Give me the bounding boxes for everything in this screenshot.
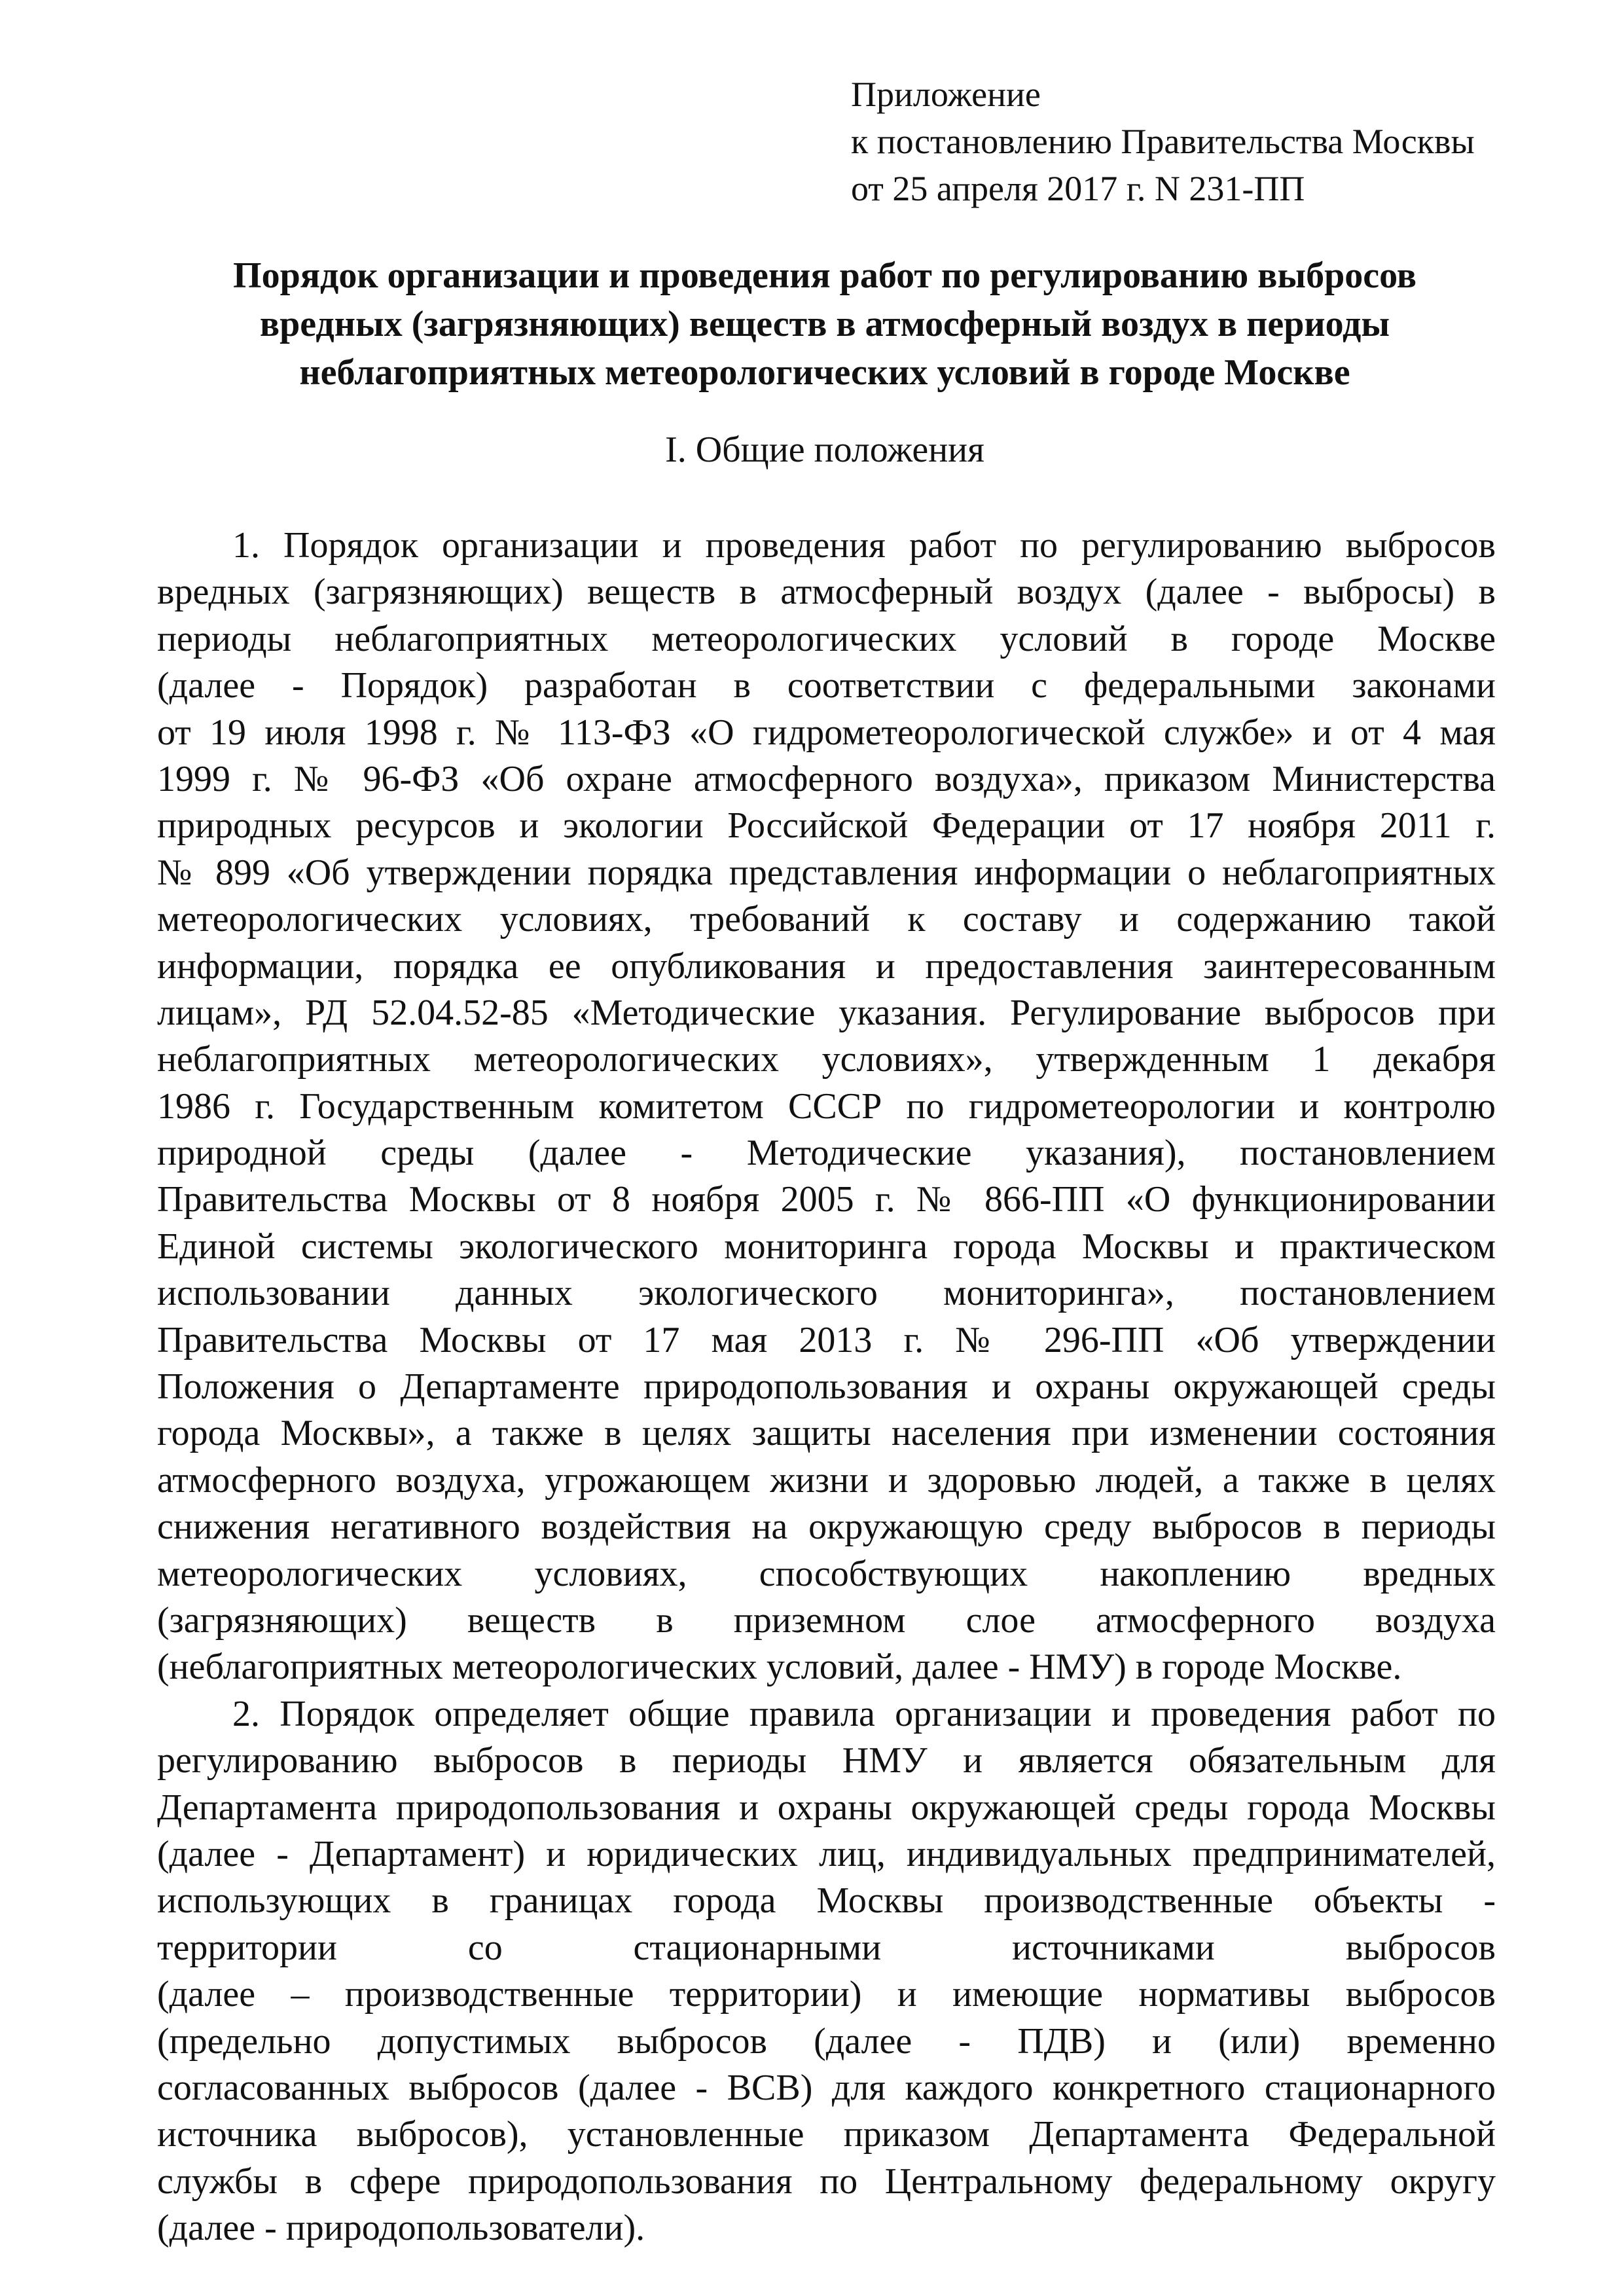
paragraph-1 <box>157 522 1496 1691</box>
paragraph-line: Департамента природопользования и охраны окружающей среды города Москвы <box>157 1787 1496 1828</box>
paragraph-2 <box>157 1691 1496 2252</box>
paragraph-line: (далее - Департамент) и юридических лиц, индивидуальных предпринимателей, <box>157 1833 1496 1874</box>
paragraph-line: информации, порядка ее опубликования и предоставления заинтересованным <box>157 945 1496 987</box>
paragraph-line: атмосферного воздуха, угрожающем жизни и здоровью людей, а также в целях <box>157 1459 1496 1501</box>
paragraph-line: Правительства Москвы от 8 ноября 2005 г. № 866-ПП «О функционировании <box>157 1179 1496 1220</box>
paragraph-line: Правительства Москвы от 17 мая 2013 г. № 296-ПП «Об утверждении <box>157 1319 1496 1360</box>
paragraph-line: неблагоприятных метеорологических условиях», утвержденным 1 декабря <box>157 1039 1496 1080</box>
appendix-reference: к постановлению Правительства Москвы <box>851 122 1475 161</box>
paragraph-line: использовании данных экологического мониторинга», постановлением <box>157 1273 1496 1314</box>
section-heading: I. Общие положения <box>665 429 984 470</box>
document-title-line: неблагоприятных метеорологических условий в городе Москве <box>299 352 1350 393</box>
paragraph-line: 1999 г. № 96-ФЗ «Об охране атмосферного воздуха», приказом Министерства <box>157 758 1496 799</box>
appendix-date-number: от 25 апреля 2017 г. N 231-ПП <box>851 169 1305 208</box>
document-title-line: вредных (загрязняющих) веществ в атмосферный воздух в периоды <box>259 304 1390 344</box>
appendix-label: Приложение <box>851 75 1041 114</box>
paragraph-line: (далее - Порядок) разработан в соответствии с федеральными законами <box>157 665 1496 706</box>
paragraph-line: территории со стационарными источниками выбросов <box>157 1927 1496 1968</box>
paragraph-line: от 19 июля 1998 г. № 113-ФЗ «О гидрометеорологической службе» и от 4 мая <box>157 712 1496 753</box>
paragraph-line: № 899 «Об утверждении порядка представления информации о неблагоприятных <box>157 852 1496 893</box>
paragraph-line: (предельно допустимых выбросов (далее - ПДВ) и (или) временно <box>157 2020 1496 2062</box>
paragraph-line: 1. Порядок организации и проведения работ по регулированию выбросов <box>232 525 1496 566</box>
paragraph-line: согласованных выбросов (далее - ВСВ) для каждого конкретного стационарного <box>157 2067 1496 2108</box>
paragraph-line: лицам», РД 52.04.52-85 «Методические указания. Регулирование выбросов при <box>157 992 1496 1033</box>
body-text <box>157 522 1496 2251</box>
paragraph-line: города Москвы», а также в целях защиты населения при изменении состояния <box>157 1413 1496 1454</box>
document-title-line: Порядок организации и проведения работ по регулированию выбросов <box>233 255 1416 296</box>
paragraph-line: (далее - природопользователи). <box>157 2208 645 2249</box>
paragraph-line: источника выбросов), установленные приказом Департамента Федеральной <box>157 2114 1496 2155</box>
paragraph-line: (загрязняющих) веществ в приземном слое атмосферного воздуха <box>157 1599 1496 1641</box>
paragraph-line: 1986 г. Государственным комитетом СССР по гидрометеорологии и контролю <box>157 1085 1496 1127</box>
paragraph-line: природных ресурсов и экологии Российской Федерации от 17 ноября 2011 г. <box>157 805 1496 847</box>
paragraph-line: метеорологических условиях, требований к составу и содержанию такой <box>157 899 1496 940</box>
paragraph-line: (неблагоприятных метеорологических условий, далее - НМУ) в городе Москве. <box>157 1647 1402 1688</box>
paragraph-line: службы в сфере природопользования по Центральному федеральному округу <box>157 2160 1496 2202</box>
paragraph-line: регулированию выбросов в периоды НМУ и является обязательным для <box>157 1740 1496 1781</box>
paragraph-line: вредных (загрязняющих) веществ в атмосферный воздух (далее - выбросы) в <box>157 572 1496 613</box>
document-title <box>157 251 1492 397</box>
paragraph-line: периоды неблагоприятных метеорологических условий в городе Москве <box>157 618 1496 659</box>
paragraph-line: снижения негативного воздействия на окружающую среду выбросов в периоды <box>157 1506 1496 1548</box>
appendix-header <box>851 71 1506 212</box>
paragraph-line: (далее – производственные территории) и имеющие нормативы выбросов <box>157 1974 1496 2015</box>
paragraph-line: Положения о Департаменте природопользования и охраны окружающей среды <box>157 1366 1496 1408</box>
paragraph-line: метеорологических условиях, способствующих накоплению вредных <box>157 1553 1496 1594</box>
paragraph-line: природной среды (далее - Методические указания), постановлением <box>157 1133 1496 1174</box>
paragraph-line: использующих в границах города Москвы производственные объекты - <box>157 1880 1496 1922</box>
paragraph-line: Единой системы экологического мониторинга города Москвы и практическом <box>157 1226 1496 1267</box>
paragraph-line: 2. Порядок определяет общие правила организации и проведения работ по <box>232 1693 1496 1734</box>
